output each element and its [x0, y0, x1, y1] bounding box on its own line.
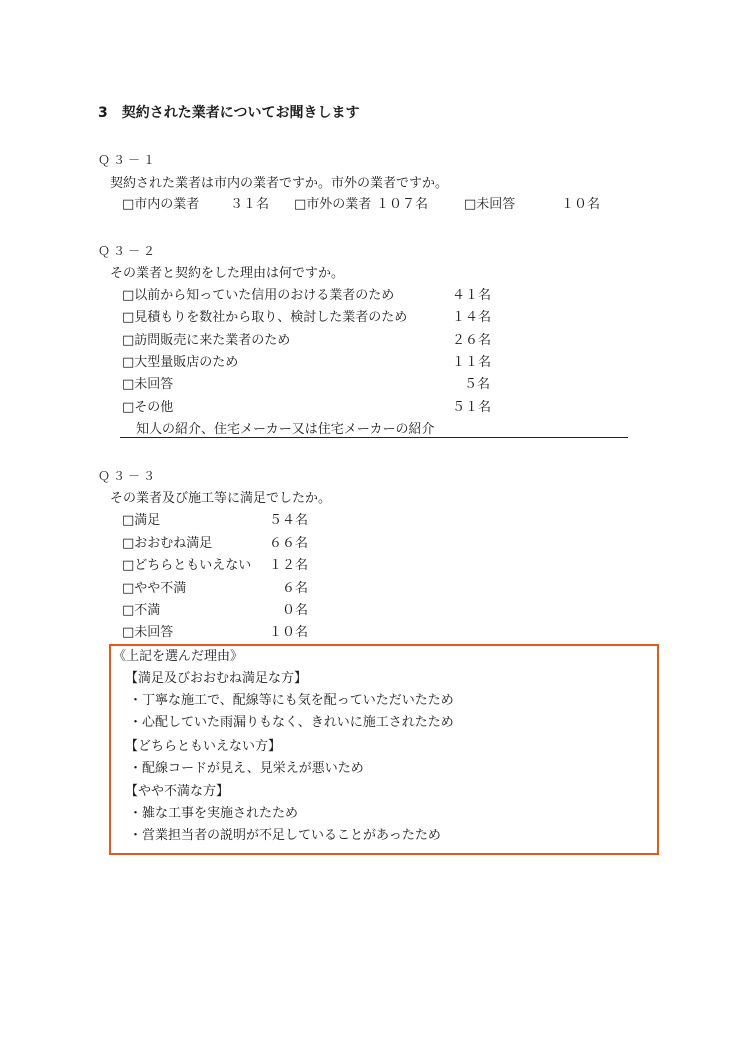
- q33-option-count: １２名: [268, 558, 308, 573]
- q32-option-count: １４名: [452, 310, 492, 325]
- reason-item: ・営業担当者の説明が不足していることがあったため: [129, 828, 441, 843]
- q33-option-text: □不満: [122, 603, 161, 618]
- q32-option-text: □訪問販売に来た業者のため: [122, 333, 291, 348]
- q33-option-count: １０名: [268, 625, 308, 640]
- q33-option-count: ０名: [281, 603, 308, 618]
- q31-label: Ｑ３－１: [98, 153, 159, 167]
- reason-group-title: 【満足及びおおむね満足な方】: [125, 671, 308, 686]
- section-title: 3 契約された業者についてお聞きします: [98, 105, 360, 121]
- q33-option-count: ６名: [281, 581, 308, 596]
- q32-option-count: ４１名: [452, 288, 492, 303]
- q33-option-text: □未回答: [122, 625, 174, 640]
- q32-option-count: １１名: [452, 355, 492, 370]
- q33-option-text: □おおむね満足: [122, 536, 213, 551]
- q33-option-text: □やや不満: [122, 581, 187, 596]
- q31-option-count: １０７名: [376, 197, 429, 212]
- q33-label: Ｑ３－３: [98, 469, 159, 483]
- q31-option-count: １０名: [560, 197, 600, 212]
- reason-item: ・配線コードが見え、見栄えが悪いため: [129, 761, 364, 776]
- q32-question: その業者と契約をした理由は何ですか。: [110, 266, 345, 281]
- reasons-heading: 《上記を選んだ理由》: [113, 649, 244, 664]
- reason-item: ・雑な工事を実施されたため: [129, 806, 299, 821]
- q32-option-text: □未回答: [122, 377, 174, 392]
- q31-option-text: □市内の業者: [122, 197, 200, 212]
- q31-option-count: ３１名: [229, 197, 269, 212]
- reason-group-title: 【やや不満な方】: [125, 784, 230, 799]
- q32-option-text: □見積もりを数社から取り、検討した業者のため: [122, 310, 408, 325]
- q32-other-note: 知人の紹介、住宅メーカー又は住宅メーカーの紹介: [136, 422, 435, 437]
- q33-option-count: ５４名: [268, 513, 308, 528]
- q33-option-count: ６６名: [268, 536, 308, 551]
- q32-option-text: □以前から知っていた信用のおける業者のため: [122, 288, 395, 303]
- q32-option-text: □その他: [122, 400, 174, 415]
- q32-option-text: □大型量販店のため: [122, 355, 239, 370]
- q31-question: 契約された業者は市内の業者ですか。市外の業者ですか。: [110, 176, 449, 191]
- q33-option-text: □満足: [122, 513, 161, 528]
- q33-option-text: □どちらともいえない: [122, 558, 252, 573]
- q31-option-text: □未回答: [464, 197, 516, 212]
- reason-item: ・心配していた雨漏りもなく、きれいに施工されたため: [129, 715, 454, 730]
- q32-option-count: ５１名: [452, 400, 492, 415]
- q33-question: その業者及び施工等に満足でしたか。: [110, 491, 332, 506]
- other-note-underline: [120, 437, 628, 438]
- q31-option-text: □市外の業者: [294, 197, 372, 212]
- q32-option-count: ２６名: [452, 333, 492, 348]
- q32-option-count: ５名: [463, 377, 490, 392]
- reason-item: ・丁寧な施工で、配線等にも気を配っていただいたため: [129, 693, 454, 708]
- reason-group-title: 【どちらともいえない方】: [125, 739, 282, 754]
- q32-label: Ｑ３－２: [98, 244, 159, 258]
